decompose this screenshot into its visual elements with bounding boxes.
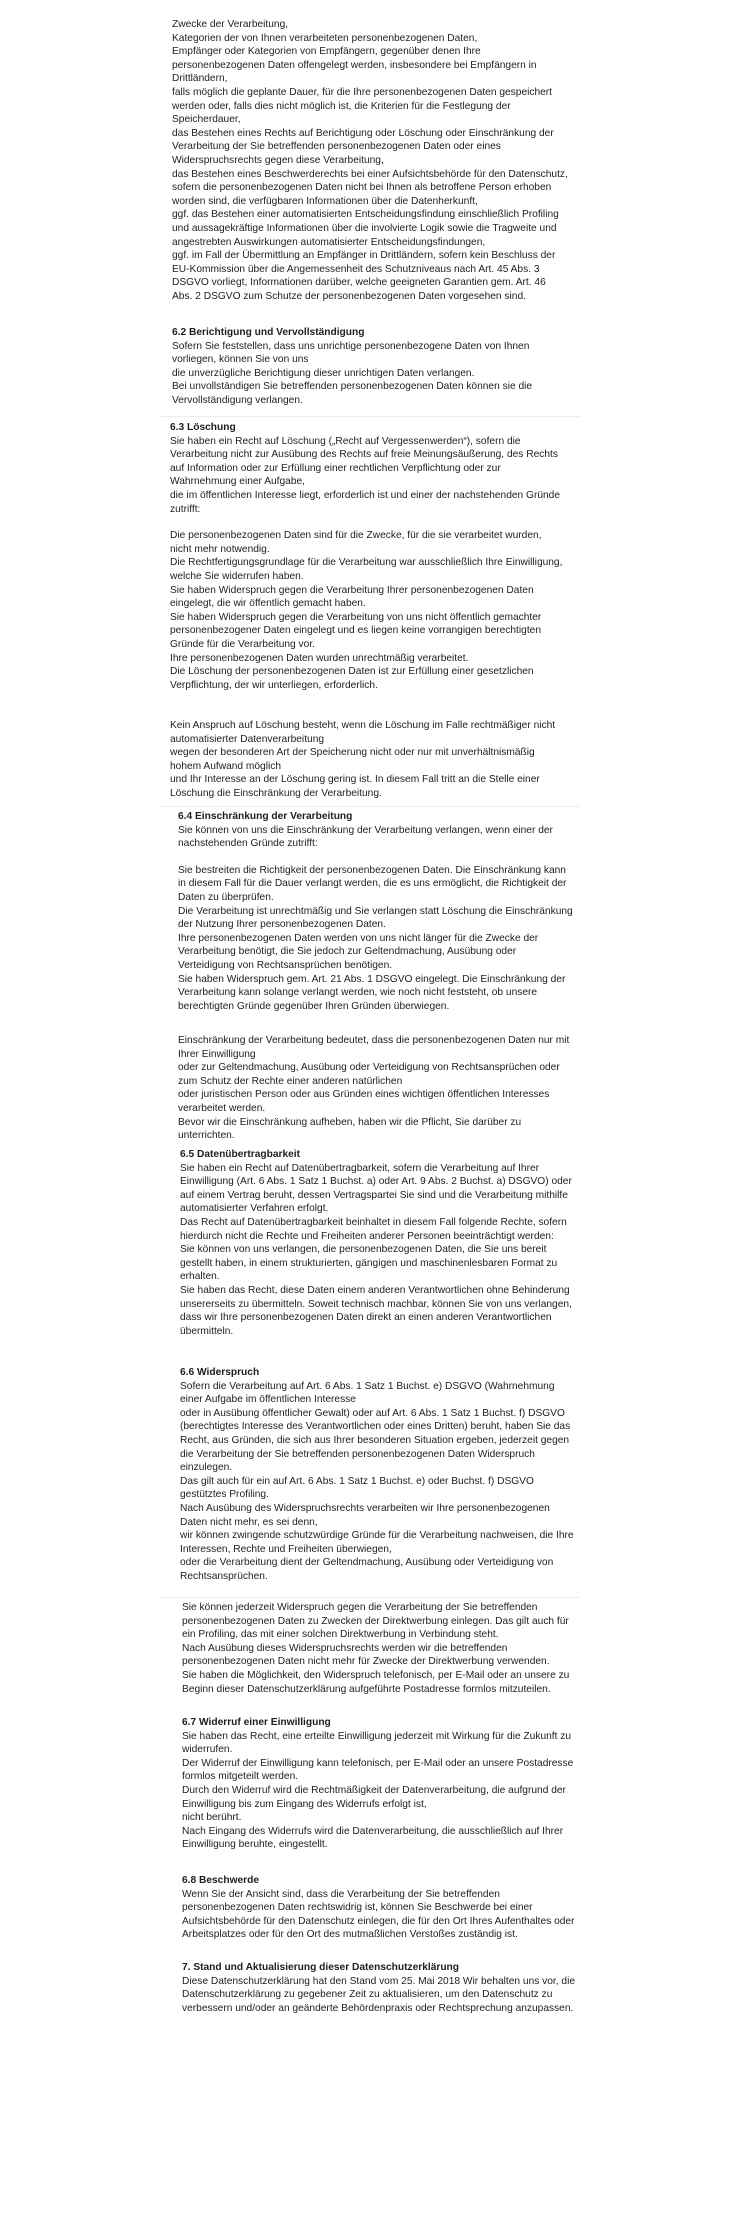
text-line: Interessen, Rechte und Freiheiten überwiegen, [180, 1543, 392, 1555]
section-body [182, 1888, 574, 1942]
section-heading: 7. Stand und Aktualisierung dieser Datenschutzerklärung [182, 1962, 460, 1973]
text-line: nachstehenden Gründe zutrifft: [178, 838, 318, 850]
text-line: Sie haben das Recht, eine erteilte Einwilligung jederzeit mit Wirkung für die Zukunft zu [182, 1730, 572, 1742]
text-line: zum Schutz der Rechte einer anderen natürlichen [178, 1075, 403, 1087]
text-line: hohem Aufwand möglich [170, 760, 281, 772]
text-line: Speicherdauer, [172, 114, 241, 126]
divider [160, 416, 580, 417]
section-heading: 6.6 Widerspruch [180, 1367, 260, 1378]
text-line: Der Widerruf der Einwilligung kann telefonisch, per E-Mail oder an unsere Postadresse [182, 1757, 574, 1769]
section-body [172, 340, 532, 408]
text-line: und Ihr Interesse an der Löschung gering ist. In diesem Fall tritt an die Stelle einer [170, 774, 540, 786]
text-line: oder in Ausübung öffentlicher Gewalt) oder auf Art. 6 Abs. 1 Satz 1 Buchst. f) DSGVO [180, 1407, 565, 1419]
text-line: Verarbeitung der Sie betreffenden personenbezogenen Daten oder eines [172, 141, 501, 153]
text-line: formlos mitgeteilt werden. [182, 1771, 299, 1783]
text-line: Bevor wir die Einschränkung aufheben, haben wir die Pflicht, Sie darüber zu [178, 1116, 522, 1128]
text-line: Wenn Sie der Ansicht sind, dass die Verarbeitung der Sie betreffenden [182, 1888, 500, 1900]
text-line: Einschränkung der Verarbeitung bedeutet, dass die personenbezogenen Daten nur mit [178, 1035, 570, 1046]
text-line: unsererseits zu übermitteln. Soweit technisch machbar, können Sie von uns verlangen, [180, 1298, 572, 1310]
text-line: worden sind, die verfügbaren Informationen über die Datenherkunft, [172, 195, 478, 207]
text-line: in diesem Fall für die Dauer verlangt werden, die es uns ermöglicht, die Richtigkeit der [178, 878, 567, 890]
text-line: Diese Datenschutzerklärung hat den Stand vom 25. Mai 2018 Wir behalten uns vor, die [182, 1975, 576, 1987]
text-line: verarbeitet werden. [178, 1102, 266, 1114]
text-line: Die personenbezogenen Daten sind für die Zwecke, für die sie verarbeitet wurden, [170, 530, 542, 542]
text-line: Sie bestreiten die Richtigkeit der personenbezogenen Daten. Die Einschränkung kann [178, 864, 566, 876]
text-line: Aufsichtsbehörde für den Datenschutz einlegen, die für den Ort Ihres Aufenthaltes oder [182, 1915, 575, 1927]
divider [160, 1597, 580, 1598]
section-heading: 6.2 Berichtigung und Vervollständigung [172, 327, 365, 338]
text-line: DSGVO vorliegt, Informationen darüber, welche geeigneten Garantien gem. Art. 46 [172, 277, 546, 289]
text-line: Abs. 2 DSGVO zum Schutze der personenbezogenen Daten vorgesehen sind. [172, 290, 526, 302]
section-6-5 [180, 1148, 572, 1338]
text-line: die unverzügliche Berichtigung dieser unrichtigen Daten verlangen. [172, 367, 475, 379]
text-line: Sofern die Verarbeitung auf Art. 6 Abs. 1 Satz 1 Buchst. e) DSGVO (Wahrnehmung [180, 1380, 555, 1392]
text-line: Daten zu überprüfen. [178, 891, 274, 903]
section-6-6 [180, 1366, 574, 1584]
text-line: Sie können jederzeit Widerspruch gegen die Verarbeitung der Sie betreffenden [182, 1602, 538, 1613]
text-line: Nach Ausübung des Widerspruchsrechts verarbeiten wir Ihre personenbezogenen [180, 1502, 550, 1514]
text-line: Durch den Widerruf wird die Rechtmäßigkeit der Datenverarbeitung, die aufgrund der [182, 1784, 566, 1796]
text-line: verbessern und/oder an geänderte Behördenpraxis oder Rechtsprechung anzupassen. [182, 2002, 574, 2014]
text-line: Sie können von uns die Einschränkung der Verarbeitung verlangen, wenn einer der [178, 824, 553, 836]
section-body [180, 1380, 574, 1584]
text-line: Das Recht auf Datenübertragbarkeit beinhaltet in diesem Fall folgende Rechte, sofern [180, 1216, 567, 1228]
text-line: Wahrnehmung einer Aufgabe, [170, 476, 305, 488]
text-line: personenbezogenen Daten zu Zwecken der Direktwerbung einlegen. Das gilt auch für [182, 1615, 569, 1627]
text-line: unterrichten. [178, 1130, 235, 1142]
section-6-6-direct-marketing [182, 1601, 569, 1696]
text-line: Sie haben das Recht, diese Daten einem anderen Verantwortlichen ohne Behinderung [180, 1284, 570, 1296]
text-line: oder die Verarbeitung dient der Geltendmachung, Ausübung oder Verteidigung von [180, 1557, 554, 1569]
text-line: Verarbeitung nicht zur Ausübung des Rechts auf freie Meinungsäußerung, des Rechts [170, 449, 558, 461]
text-line: Empfänger oder Kategorien von Empfängern, gegenüber denen Ihre [172, 46, 481, 58]
text-line: (berechtigtes Interesse des Verantwortlichen oder eines Dritten) beruht, haben Sie das [180, 1421, 571, 1433]
text-line: Beginn dieser Datenschutzerklärung aufgeführte Postadresse formlos mitzuteilen. [182, 1683, 551, 1695]
text-line: Vervollständigung verlangen. [172, 394, 303, 406]
text-line: Verteidigung von Rechtsansprüchen benötigen. [178, 959, 393, 971]
text-line: Zwecke der Verarbeitung, [172, 19, 289, 30]
text-line: Löschung die Einschränkung der Verarbeitung. [170, 787, 382, 799]
section-6-4 [178, 810, 573, 1013]
text-line: Daten nicht mehr, es sei denn, [180, 1516, 318, 1528]
reason-list [170, 529, 562, 692]
text-line: wegen der besonderen Art der Speicherung nicht oder nur mit unverhältnismäßig [170, 747, 535, 759]
text-line: Sie haben die Möglichkeit, den Widerspruch telefonisch, per E-Mail oder an unsere zu [182, 1669, 570, 1681]
text-line: nicht berührt. [182, 1812, 242, 1824]
text-line: wir können zwingende schutzwürdige Gründe für die Verarbeitung nachweisen, die Ihre [180, 1530, 574, 1542]
text-line: vorliegen, können Sie von uns [172, 354, 309, 366]
text-line: auf Information oder zur Erfüllung einer rechtlichen Verpflichtung oder zur [170, 462, 501, 474]
text-line: Nach Ausübung dieses Widerspruchsrechts werden wir die betreffenden [182, 1642, 508, 1654]
text-line: die im öffentlichen Interesse liegt, erforderlich ist und einer der nachstehenden Gründe [170, 489, 560, 501]
reason-list [178, 864, 573, 1014]
text-line: einzulegen. [180, 1462, 233, 1474]
text-line: ggf. das Bestehen einer automatisierten Entscheidungsfindung einschließlich Profiling [172, 209, 559, 221]
divider [160, 806, 580, 807]
section-body [182, 1730, 573, 1852]
text-line: Sofern Sie feststellen, dass uns unrichtige personenbezogene Daten von Ihnen [172, 340, 530, 352]
text-line: automatisierter Verfahren erfolgt. [180, 1203, 329, 1215]
text-line: Nach Eingang des Widerrufs wird die Datenverarbeitung, die ausschließlich auf Ihrer [182, 1825, 564, 1837]
text-line: oder zur Geltendmachung, Ausübung oder Verteidigung von Rechtsansprüchen oder [178, 1062, 560, 1074]
text-line: automatisierter Datenverarbeitung [170, 733, 325, 745]
section-6-2 [172, 326, 532, 408]
text-line: werden oder, falls dies nicht möglich ist, die Kriterien für die Festlegung der [172, 100, 511, 112]
section-7 [182, 1961, 575, 2015]
section-intro [170, 435, 562, 517]
section-body [180, 1162, 572, 1339]
text-line: nicht mehr notwendig. [170, 543, 270, 555]
text-line: die Verarbeitung der Sie betreffenden personenbezogenen Daten Widerspruch [180, 1448, 535, 1460]
section-intro [178, 824, 573, 851]
text-line: Arbeitsplatzes oder für den Ort des mutmaßlichen Verstoßes zuständig ist. [182, 1929, 518, 1941]
text-line: Ihre personenbezogenen Daten wurden unrechtmäßig verarbeitet. [170, 652, 469, 664]
text-line: Sie haben ein Recht auf Löschung („Recht auf Vergessenwerden“), sofern die [170, 435, 521, 447]
text-line: hierdurch nicht die Rechte und Freiheiten anderer Personen beeinträchtigt werden: [180, 1230, 554, 1242]
top-list [172, 18, 568, 303]
text-line: Ihre personenbezogenen Daten werden von uns nicht länger für die Zwecke der [178, 932, 539, 944]
section-heading: 6.7 Widerruf einer Einwilligung [182, 1717, 331, 1728]
section-heading: 6.5 Datenübertragbarkeit [180, 1149, 301, 1160]
text-line: Widerspruchsrechts gegen diese Verarbeitung, [172, 154, 384, 166]
section-6-4-note [178, 1034, 569, 1143]
text-line: Kein Anspruch auf Löschung besteht, wenn die Löschung im Falle rechtmäßiger nicht [170, 720, 556, 731]
section-heading: 6.8 Beschwerde [182, 1875, 260, 1886]
text-line: personenbezogenen Daten rechtswidrig ist, können Sie Beschwerde bei einer [182, 1902, 533, 1914]
text-line: sofern die personenbezogenen Daten nicht bei Ihnen als betroffene Person erhoben [172, 182, 552, 194]
text-line: Kategorien der von Ihnen verarbeiteten personenbezogenen Daten, [172, 32, 478, 44]
text-line: auf einem Vertrag beruht, dessen Vertragspartei Sie sind und die Verarbeitung mithilfe [180, 1189, 568, 1201]
text-line: zutrifft: [170, 503, 201, 515]
section-heading: 6.3 Löschung [170, 422, 236, 433]
text-line: personenbezogenen Daten offengelegt werden, insbesondere bei Empfängern in [172, 59, 537, 71]
text-line: Datenschutzerklärung zu gegebener Zeit zu aktualisieren, um den Datenschutz zu [182, 1989, 553, 2001]
text-line: Sie haben ein Recht auf Datenübertragbarkeit, sofern die Verarbeitung auf Ihrer [180, 1162, 540, 1174]
text-line: der Nutzung Ihrer personenbezogenen Daten. [178, 919, 386, 931]
text-line: Sie können von uns verlangen, die personenbezogenen Daten, die Sie uns bereit [180, 1244, 547, 1256]
text-line: falls möglich die geplante Dauer, für die Ihre personenbezogenen Daten gespeichert [172, 86, 553, 98]
text-line: berechtigten Gründe gegenüber Ihren Gründen überwiegen. [178, 1000, 450, 1012]
text-line: Einwilligung (Art. 6 Abs. 1 Satz 1 Buchst. a) oder Art. 9 Abs. 2 Buchst. a) DSGVO) oder [180, 1176, 572, 1188]
section-heading: 6.4 Einschränkung der Verarbeitung [178, 811, 353, 822]
text-line: Verarbeitung benötigt, die Sie jedoch zur Geltendmachung, Ausübung oder [178, 946, 517, 958]
text-line: einer Aufgabe im öffentlichen Interesse [180, 1394, 356, 1406]
text-line: Gründe für die Verarbeitung vor. [170, 638, 315, 650]
text-line: Sie haben Widerspruch gegen die Verarbeitung Ihrer personenbezogenen Daten [170, 584, 534, 596]
text-line: erhalten. [180, 1271, 220, 1283]
text-line: ein Profiling, das mit einer solchen Direktwerbung in Verbindung steht. [182, 1629, 499, 1641]
text-line: und aussagekräftige Informationen über die involvierte Logik sowie die Tragweite und [172, 222, 557, 234]
text-line: Die Verarbeitung ist unrechtmäßig und Sie verlangen statt Löschung die Einschränkung [178, 905, 573, 917]
text-line: eingelegt, die wir öffentlich gemacht haben. [170, 598, 366, 610]
text-line: Einwilligung bis zum Eingang des Widerrufs erfolgt ist, [182, 1798, 427, 1810]
text-line: Verpflichtung, der wir unterliegen, erforderlich. [170, 679, 378, 691]
section-6-3 [170, 421, 562, 692]
text-line: Die Löschung der personenbezogenen Daten ist zur Erfüllung einer gesetzlichen [170, 666, 534, 678]
text-line: Das gilt auch für ein auf Art. 6 Abs. 1 Satz 1 Buchst. e) oder Buchst. f) DSGVO [180, 1475, 534, 1487]
text-line: Einwilligung beruhte, eingestellt. [182, 1839, 328, 1851]
text-line: Sie haben Widerspruch gegen die Verarbeitung von uns nicht öffentlich gemachter [170, 611, 542, 623]
text-line: das Bestehen eines Rechts auf Berichtigung oder Löschung oder Einschränkung der [172, 127, 554, 139]
text-line: welche Sie widerrufen haben. [170, 570, 304, 582]
text-line: Ihrer Einwilligung [178, 1048, 256, 1060]
text-line: personenbezogener Daten eingelegt und es liegen keine vorrangigen berechtigten [170, 625, 541, 637]
section-6-8 [182, 1874, 574, 1942]
section-6-3-note [170, 719, 555, 801]
text-line: das Bestehen eines Beschwerderechts bei einer Aufsichtsbehörde für den Datenschutz, [172, 168, 568, 180]
section-body [182, 1975, 575, 2016]
text-line: Recht, aus Gründen, die sich aus Ihrer besonderen Situation ergeben, jederzeit gegen [180, 1434, 570, 1446]
text-line: dass wir Ihre personenbezogenen Daten direkt an einen anderen Verantwortlichen [180, 1312, 552, 1324]
text-line: Rechtsansprüchen. [180, 1570, 268, 1582]
text-line: übermitteln. [180, 1325, 234, 1337]
text-line: angestrebten Auswirkungen automatisierter Entscheidungsfindungen, [172, 236, 486, 248]
text-line: Drittländern, [172, 73, 228, 85]
text-line: oder juristischen Person oder aus Gründen eines wichtigen öffentlichen Interesses [178, 1089, 550, 1101]
text-line: Bei unvollständigen Sie betreffenden personenbezogenen Daten können sie die [172, 381, 533, 393]
text-line: widerrufen. [182, 1744, 233, 1756]
text-line: EU-Kommission über die Angemessenheit des Schutzniveaus nach Art. 45 Abs. 3 [172, 263, 540, 275]
text-line: Verarbeitung kann solange verlangt werden, wie noch nicht feststeht, ob unsere [178, 987, 538, 999]
section-6-7 [182, 1716, 573, 1852]
text-line: personenbezogenen Daten nicht mehr für Zwecke der Direktwerbung verwenden. [182, 1656, 550, 1668]
text-line: ggf. im Fall der Übermittlung an Empfänger in Drittländern, sofern kein Beschluss der [172, 250, 556, 262]
text-line: Sie haben Widerspruch gem. Art. 21 Abs. 1 DSGVO eingelegt. Die Einschränkung der [178, 973, 566, 985]
text-line: gestellt haben, in einem strukturierten, gängigen und maschinenlesbaren Format zu [180, 1257, 558, 1269]
text-line: gestütztes Profiling. [180, 1489, 269, 1501]
text-line: Die Rechtfertigungsgrundlage für die Verarbeitung war ausschließlich Ihre Einwilligung, [170, 557, 563, 569]
